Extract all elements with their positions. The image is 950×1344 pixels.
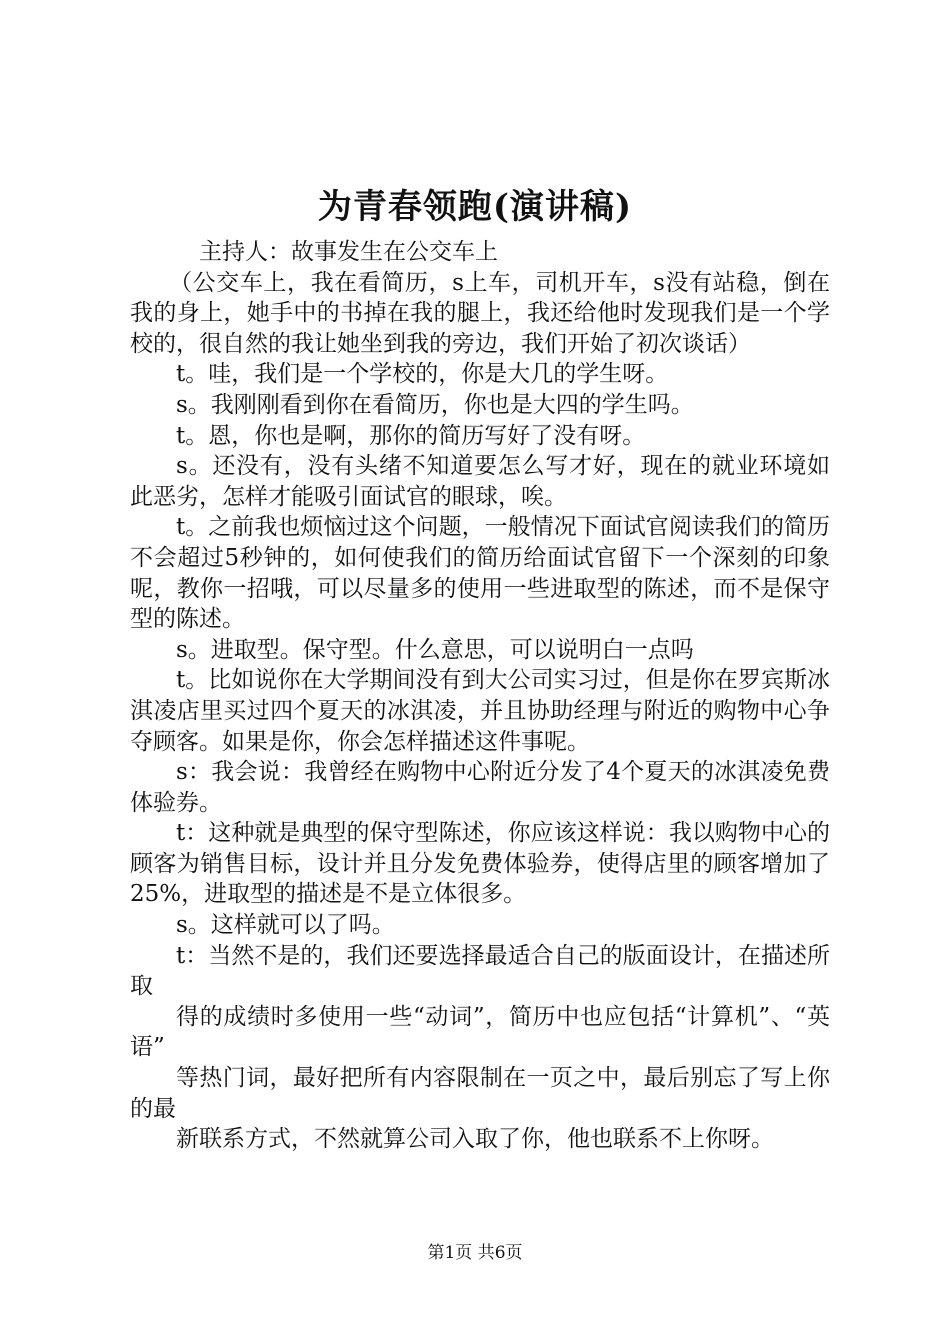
paragraph-dialogue: s：我会说：我曾经在购物中心附近分发了4个夏天的冰淇凌免费体验券。 — [130, 759, 830, 816]
paragraph-dialogue: s。还没有，没有头绪不知道要怎么写才好，现在的就业环境如此恶劣，怎样才能吸引面试官的眼球，唉。 — [130, 453, 830, 510]
document-body — [130, 237, 830, 1155]
paragraph-dialogue: t。哇，我们是一个学校的，你是大几的学生呀。 — [176, 361, 669, 388]
paragraph-dialogue: s。进取型。保守型。什么意思，可以说明白一点吗 — [176, 636, 694, 663]
paragraph-dialogue: t。恩，你也是啊，那你的简历写好了没有呀。 — [176, 422, 646, 449]
paragraph-host-intro: 主持人：故事发生在公交车上 — [199, 239, 498, 265]
paragraph-dialogue: t。之前我也烦恼过这个问题，一般情况下面试官阅读我们的简历不会超过5秒钟的，如何使我们的简历给面试官留下一个深刻的印象呢，教你一招哦，可以尽量多的使用一些进取型的陈述，而不是保守型的陈述。 — [130, 514, 830, 633]
paragraph-dialogue: s。这样就可以了吗。 — [176, 912, 395, 939]
paragraph-dialogue: 等热门词，最好把所有内容限制在一页之中，最后别忘了写上你的最 — [130, 1065, 830, 1122]
paragraph-dialogue: t：这种就是典型的保守型陈述，你应该这样说：我以购物中心的顾客为销售目标，设计并且分发免费体验券，使得店里的顾客增加了25%，进取型的描述是不是立体很多。 — [130, 820, 830, 908]
paragraph-dialogue: 新联系方式，不然就算公司入取了你，他也联系不上你呀。 — [176, 1126, 774, 1153]
paragraph-scene-description: （公交车上，我在看简历，s上车，司机开车，s没有站稳，倒在我的身上，她手中的书掉在我的腿上，我还给他时发现我们是一个学校的，很自然的我让她坐到我的旁边，我们开始了初次谈话） — [130, 269, 830, 357]
document-title: 为青春领跑(演讲稿) — [317, 187, 633, 227]
paragraph-dialogue: s。我刚刚看到你在看简历，你也是大四的学生吗。 — [176, 391, 694, 418]
paragraph-dialogue: t：当然不是的，我们还要选择最适合自己的版面设计，在描述所取 — [130, 942, 830, 1000]
paragraph-dialogue: t。比如说你在大学期间没有到大公司实习过，但是你在罗宾斯冰淇凌店里买过四个夏天的冰淇凌，并且协助经理与附近的购物中心争夺顾客。如果是你，你会怎样描述这件事呢。 — [130, 667, 830, 755]
page-number-footer: 第1页 共6页 — [427, 1243, 523, 1263]
paragraph-dialogue: 得的成绩时多使用一些“动词”，简历中也应包括“计算机”、“英语” — [130, 1003, 830, 1061]
